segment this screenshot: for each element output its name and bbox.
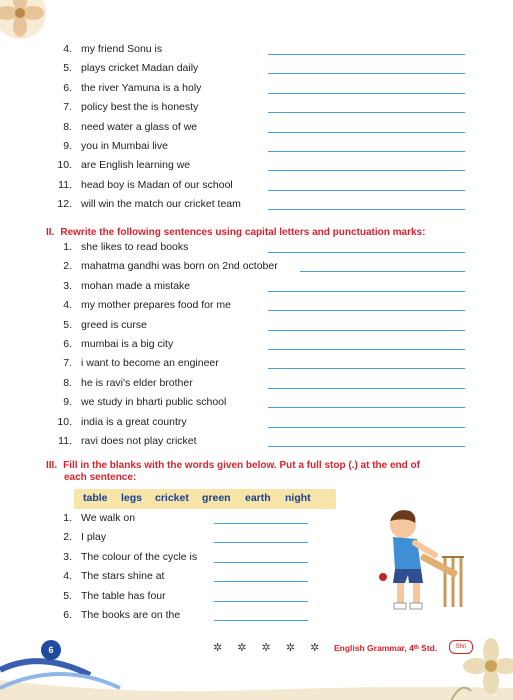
item-number: 8. xyxy=(63,376,72,389)
exercise-row xyxy=(50,238,470,257)
item-text: mumbai is a big city xyxy=(81,337,174,350)
page-number-badge: 6 xyxy=(41,640,61,660)
answer-line[interactable] xyxy=(268,151,465,152)
answer-line[interactable] xyxy=(268,291,465,292)
section-ii-list xyxy=(50,238,470,451)
section-iii-list xyxy=(50,509,310,625)
answer-line[interactable] xyxy=(268,93,465,94)
item-number: 8. xyxy=(63,120,72,133)
answer-line[interactable] xyxy=(214,542,308,543)
item-number: 5. xyxy=(63,62,72,75)
footer-stars: ✲ ✲ ✲ ✲ ✲ xyxy=(213,642,326,654)
item-text: ravi does not play cricket xyxy=(81,434,197,447)
exercise-row xyxy=(50,606,310,625)
exercise-row xyxy=(50,156,470,175)
section-ii-heading: II. Rewrite the following sentences using capital letters and punctuation marks: xyxy=(46,227,426,238)
item-number: 9. xyxy=(63,139,72,152)
answer-line[interactable] xyxy=(300,271,465,272)
item-text: head boy is Madan of our school xyxy=(81,178,233,191)
answer-line[interactable] xyxy=(214,523,308,524)
exercise-row xyxy=(50,413,470,432)
exercise-row xyxy=(50,374,470,393)
exercise-row xyxy=(50,567,310,586)
item-text: mohan made a mistake xyxy=(81,279,191,292)
answer-line[interactable] xyxy=(268,368,465,369)
exercise-row xyxy=(50,432,470,451)
word-bank-item: earth xyxy=(245,492,271,504)
answer-line[interactable] xyxy=(268,427,465,428)
item-number: 10. xyxy=(57,415,72,428)
section-i-list xyxy=(50,40,470,215)
answer-line[interactable] xyxy=(268,132,465,133)
item-number: 2. xyxy=(63,260,72,273)
item-text: you in Mumbai live xyxy=(81,139,168,152)
answer-line[interactable] xyxy=(268,190,465,191)
item-text: We walk on xyxy=(81,512,136,524)
item-text: I play xyxy=(81,531,107,544)
answer-line[interactable] xyxy=(268,112,465,113)
exercise-row xyxy=(50,277,470,296)
item-number: 6. xyxy=(63,608,72,621)
item-number: 11. xyxy=(58,434,72,447)
cricket-boy-illustration xyxy=(365,495,475,620)
exercise-row xyxy=(50,296,470,315)
answer-line[interactable] xyxy=(214,620,308,621)
item-number: 5. xyxy=(63,318,72,331)
item-number: 5. xyxy=(63,589,72,602)
item-text: mahatma gandhi was born on 2nd october xyxy=(81,260,278,273)
exercise-row xyxy=(50,40,470,59)
item-text: policy best the is honesty xyxy=(81,101,199,114)
item-number: 7. xyxy=(63,101,72,114)
item-number: 7. xyxy=(63,357,72,370)
item-text: the river Yamuna is a holy xyxy=(81,81,202,94)
answer-line[interactable] xyxy=(268,170,465,171)
item-text: greed is curse xyxy=(81,318,147,331)
item-number: 3. xyxy=(63,550,72,563)
exercise-row xyxy=(50,195,470,214)
answer-line[interactable] xyxy=(268,407,465,408)
item-text: i want to become an engineer xyxy=(81,357,219,370)
item-text: plays cricket Madan daily xyxy=(81,62,199,75)
item-number: 2. xyxy=(63,531,72,544)
item-text: The table has four xyxy=(81,589,166,602)
item-number: 4. xyxy=(63,299,72,312)
item-number: 11. xyxy=(58,178,72,191)
answer-line[interactable] xyxy=(268,388,465,389)
word-bank-item: table xyxy=(83,492,108,504)
exercise-row xyxy=(50,98,470,117)
answer-line[interactable] xyxy=(214,601,308,602)
item-number: 4. xyxy=(63,570,72,583)
exercise-row xyxy=(50,137,470,156)
item-text: The books are on the xyxy=(81,608,181,621)
word-bank-item: green xyxy=(202,492,231,504)
item-text: The colour of the cycle is xyxy=(81,550,198,563)
item-number: 6. xyxy=(63,337,72,350)
answer-line[interactable] xyxy=(268,54,465,55)
exercise-row xyxy=(50,548,310,567)
exercise-row xyxy=(50,316,470,335)
publisher-logo: Shri xyxy=(449,640,473,654)
answer-line[interactable] xyxy=(268,446,465,447)
answer-line[interactable] xyxy=(268,330,465,331)
item-text: he is ravi's elder brother xyxy=(81,376,193,389)
exercise-row xyxy=(50,335,470,354)
answer-line[interactable] xyxy=(268,73,465,74)
item-number: 4. xyxy=(63,43,72,55)
item-number: 9. xyxy=(63,396,72,409)
word-bank-item: cricket xyxy=(155,492,189,504)
exercise-row xyxy=(50,118,470,137)
exercise-row xyxy=(50,509,310,528)
word-bank-item: night xyxy=(285,492,311,504)
answer-line[interactable] xyxy=(214,562,308,563)
item-text: will win the match our cricket team xyxy=(81,198,241,211)
item-number: 1. xyxy=(63,241,72,253)
item-number: 1. xyxy=(63,512,72,524)
answer-line[interactable] xyxy=(268,310,465,311)
word-bank xyxy=(74,489,336,509)
exercise-row xyxy=(50,354,470,373)
answer-line[interactable] xyxy=(214,581,308,582)
item-number: 3. xyxy=(63,279,72,292)
item-text: The stars shine at xyxy=(81,570,165,583)
item-number: 6. xyxy=(63,81,72,94)
exercise-row xyxy=(50,528,310,547)
item-number: 12. xyxy=(57,198,72,211)
answer-line[interactable] xyxy=(268,349,465,350)
item-text: my friend Sonu is xyxy=(81,43,163,55)
item-text: we study in bharti public school xyxy=(81,396,227,409)
item-text: india is a great country xyxy=(81,415,187,428)
answer-line[interactable] xyxy=(268,252,465,253)
exercise-row xyxy=(50,79,470,98)
exercise-row xyxy=(50,257,470,276)
exercise-row xyxy=(50,393,470,412)
section-iii-heading-line2: each sentence: xyxy=(64,472,137,483)
exercise-row xyxy=(50,59,470,78)
item-text: she likes to read books xyxy=(81,241,189,253)
word-bank-item: legs xyxy=(121,492,143,504)
item-text: my mother prepares food for me xyxy=(81,299,231,312)
item-text: are English learning we xyxy=(81,159,191,172)
section-iii-heading: III. Fill in the blanks with the words given below. Put a full stop (.) at the end of xyxy=(46,460,420,471)
answer-line[interactable] xyxy=(268,209,465,210)
book-title: English Grammar, 4ᵗʰ Std. xyxy=(334,643,438,653)
exercise-row xyxy=(50,587,310,606)
item-number: 10. xyxy=(57,159,72,172)
item-text: need water a glass of we xyxy=(81,120,198,133)
exercise-row xyxy=(50,176,470,195)
